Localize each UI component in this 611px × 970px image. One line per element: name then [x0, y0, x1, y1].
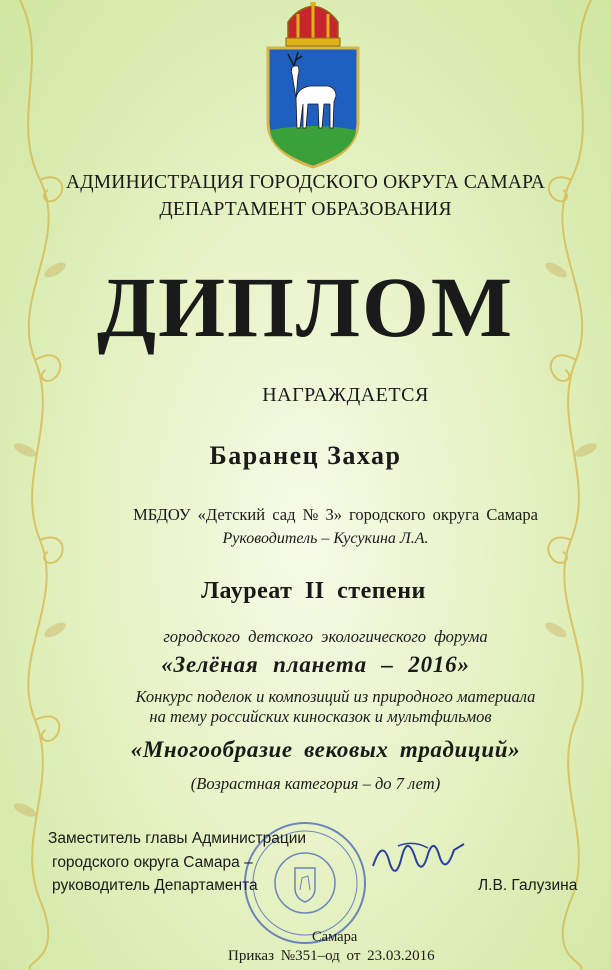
decorative-ornament-right	[531, 0, 611, 970]
signatory-name: Л.В. Галузина	[478, 877, 578, 894]
contest-line-2: на тему российских киносказок и мультфильмов	[149, 707, 492, 726]
recipient-name: Баранец Захар	[209, 441, 402, 470]
contest-line-1: Конкурс поделок и композиций из природного материала	[135, 687, 536, 706]
coat-of-arms-icon	[258, 2, 368, 170]
supervisor-line: Руководитель – Кусукина Л.А.	[222, 530, 429, 547]
order-reference: Приказ №351–од от 23.03.2016	[228, 948, 435, 964]
administration-heading: АДМИНИСТРАЦИЯ ГОРОДСКОГО ОКРУГА САМАРА	[65, 172, 546, 193]
awarded-label: НАГРАЖДАЕТСЯ	[262, 384, 429, 406]
nomination-title: «Многообразие вековых традиций»	[130, 737, 521, 762]
decorative-ornament-left	[0, 0, 80, 970]
signatory-title-line-1: Заместитель главы Администрации	[48, 830, 307, 847]
forum-line: городского детского экологического форума	[163, 627, 488, 646]
handwritten-signature-icon	[368, 826, 468, 886]
department-heading: ДЕПАРТАМЕНТ ОБРАЗОВАНИЯ	[159, 199, 452, 220]
diploma-title: ДИПЛОМ	[96, 259, 515, 355]
crown-icon	[286, 2, 340, 46]
age-category: (Возрастная категория – до 7 лет)	[190, 774, 441, 793]
organization-line: МБДОУ «Детский сад № 3» городского округа Самара	[133, 505, 538, 524]
city-label: Самара	[312, 929, 358, 945]
signatory-title-line-3: руководитель Департамента	[52, 877, 258, 894]
signatory-title-line-2: городского округа Самара –	[52, 854, 253, 871]
award-title: Лауреат II степени	[201, 578, 426, 604]
forum-name: «Зелёная планета – 2016»	[161, 652, 470, 677]
